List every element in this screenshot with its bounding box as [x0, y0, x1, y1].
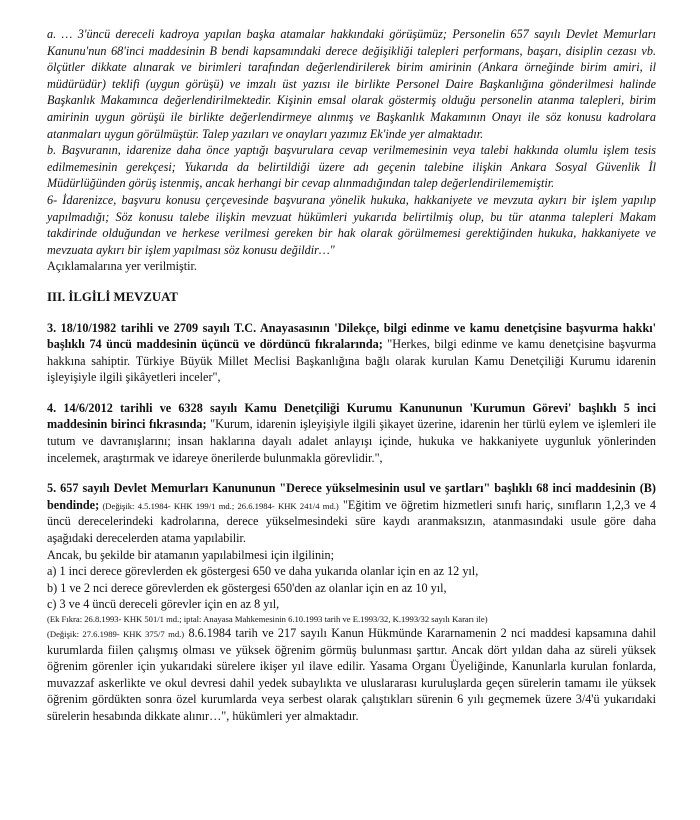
item-3-paragraph — [47, 320, 656, 386]
item-5-list-a: a) 1 inci derece görevlerden ek göstergesi 650 ve daha yukarıda olanlar için en az 12 yıl, — [47, 564, 479, 579]
section-heading: III. İLGİLİ MEVZUAT — [47, 289, 178, 304]
item-5-amendment-note-2: (Değişik: 27.6.1989- KHK 375/7 md.) — [47, 629, 185, 639]
quote-paragraph-6: 6- İdarenizce, başvuru konusu çerçevesinde başvurana yönelik hukuka, hakkaniyete ve mevzuta aykırı bir işlem yapılıp yapılmadığı; Söz konusu talebe ilişkin mevzuat hükümleri yukarıda belirtilmiş olup, bu tür atanma talepleri Makam takdirinde olduğundan ve herkese verilmesi gereken bir hak olarak görülmemesi gerektiğinden hukuka, hakkaniyete ve mevzuata aykırı bir işlem yapılması söz konusu değildir…" — [47, 192, 656, 257]
item-5-text-3: 8.6.1984 tarih ve 217 sayılı Kanun Hükmünde Kararnamenin 2 nci maddesi kapsamına dahil kurumlarda fiilen çalışmış olması ve yüksek öğrenim görmüş bulunması şarttır. Ancak dört yıldan daha az süreli yüksek öğrenim görenler için yukarıdaki sürelere ikişer yıl ilave edilir. Yasama Organı Üyeliğinde, Kanunlarla kurulan fonlarda, muvazzaf askerlikte ve okul devresi dahil yedek subaylıkta ve uluslararası kuruluşlarda geçen sürelerin tamamı ile yüksek öğrenim gördükten sonra özel kurumlarda veya serbest olarak çalıştıkları sürenin 6 yılı geçmemek üzere 3/4'ü yukarıdaki sürelerin hesabında dikkate alınır…", hükümleri yer almaktadır. — [47, 626, 656, 723]
item-5-heading: 5. 657 sayılı Devlet Memurları Kanununun "Derece yükselmesinin usul ve şartları" başlıklı 68 inci maddesinin (B) bendinde; — [47, 481, 656, 512]
item-4-text: "Kurum, idarenin işleyişiyle ilgili şikayet üzerine, idarenin her türlü eylem ve işlemleri ile tutum ve davranışlarını; insan haklarına dayalı adalet anlayışı içinde, hukuka ve hakkaniyete uygunluk yönlerinden incelemek, araştırmak ve idareye önerilerde bulunmakla görevlidir.", — [47, 417, 656, 465]
item-3-text: "Herkes, bilgi edinme ve kamu denetçisine başvurma hakkına sahiptir. Türkiye Büyük Millet Meclisi Başkanlığına bağlı olarak kurulan Kamu Denetçiliği Kurumu idarenin işleyişiyle ilgili şikâyetleri inceler", — [47, 337, 656, 385]
item-5-list-c: c) 3 ve 4 üncü dereceli görevler için en az 8 yıl, — [47, 597, 280, 612]
item-5-paragraph — [47, 480, 656, 546]
quote-paragraph-a: a. … 3'üncü dereceli kadroya yapılan başka atamalar hakkındaki görüşümüz; Personelin 657 sayılı Devlet Memurları Kanunu'nun 68'inci maddesinin B bendi kapsamındaki derece değişikliği talepleri performans, başarı, disiplin cezası vb. ölçütler dikkate alınarak ve birimleri tarafından değerlendirilerek birim amirinin (Ankara örneğinde birim amiri, il müdürüdür) teklifi (uygun görüşü) ve imzalı üst yazısı ile birlikte Personel Daire Başkanlığına gönderilmesi halinde Başkanlık Makamınca değerlendirilmektedir. Kişinin emsal olarak göstermiş olduğu personelin atanma talepleri, birim amirinin uygun görüşü ile birlikte değerlendirmeye alınmış ve Başkanlık Makamının Onayı ile söz konusu kadrolara atanmaları uygun görülmüştür. Talep yazıları ve onayları yazımız Ek'inde yer almaktadır. — [47, 27, 656, 141]
item-5-amendment-note: (Değişik: 4.5.1984- KHK 199/1 md.; 26.6.1984- KHK 241/4 md.) — [99, 500, 339, 511]
quote-paragraph-b: b. Başvuranın, idarenize daha önce yaptığı başvurulara cevap verilmemesinin veya talebi hakkında olumlu işlem tesis edilmemesinin gerekçesi; Yukarıda da belirtildiği üzere adı geçenin talebine ilişkin Ankara Sosyal Güvenlik İl Müdürlüğünden görüş istenmiş, ancak herhangi bir cevap alınmadığından talep değerlendirilememiştir. — [47, 143, 656, 191]
item-5-list-b: b) 1 ve 2 nci derece görevlerden ek göstergesi 650'den az olanlar için en az 10 yıl, — [47, 580, 447, 595]
item-5-final-paragraph — [47, 625, 656, 725]
item-5-text-1: "Eğitim ve öğretim hizmetleri sınıfı hariç, sınıfların 1,2,3 ve 4 üncü derecelerindeki kadrolarına, derece yükselmesindeki süre kaydı aranmaksızın, atanmasındaki usule göre daha aşağıdaki derecelerden atama yapılabilir. — [47, 497, 656, 546]
item-5-annulment-note: (Ek Fıkra: 26.8.1993- KHK 501/1 md.; iptal: Anayasa Mahkemesinin 6.10.1993 tarih ve E.1993/32, K.1993/32 sayılı Kararı ile) — [47, 614, 488, 624]
item-4-paragraph — [47, 400, 656, 466]
item-5-text-2: Ancak, bu şekilde bir atamanın yapılabilmesi için ilgilinin; — [47, 547, 335, 562]
item-4-heading: 4. 14/6/2012 tarihli ve 6328 sayılı Kamu Denetçiliği Kurumu Kanununun 'Kurumun Görevi' başlıklı 5 inci maddesinin birinci fıkrasında; — [47, 400, 656, 432]
quote-closing: Açıklamalarına yer verilmiştir. — [47, 259, 197, 274]
item-3-heading: 3. 18/10/1982 tarihli ve 2709 sayılı T.C. Anayasasının 'Dilekçe, bilgi edinme ve kamu denetçisine başvurma hakkı' başlıklı 74 üncü maddesinin üçüncü ve dördüncü fıkralarında; — [47, 320, 656, 352]
